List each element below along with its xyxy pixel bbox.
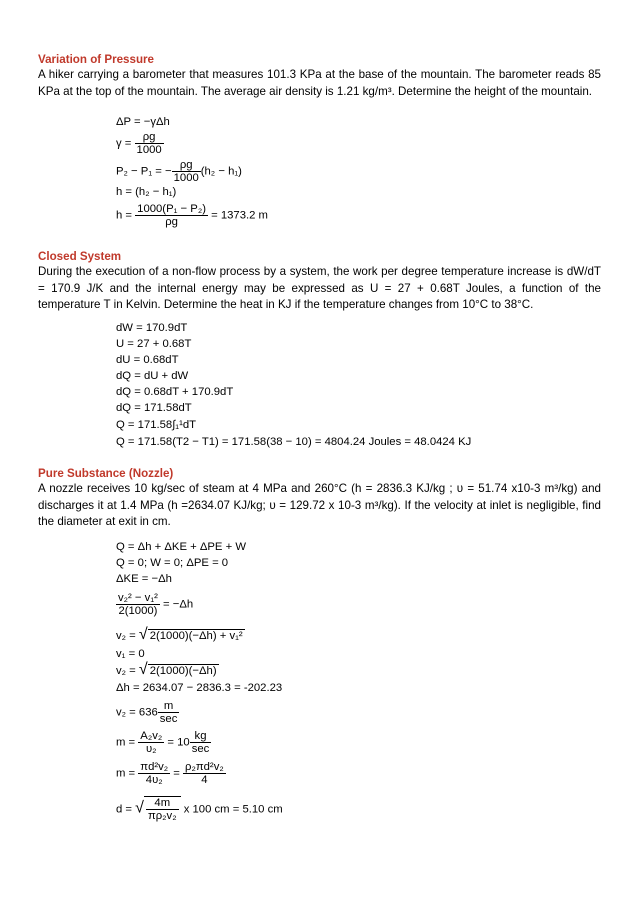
eq-nozzle-line-1: Q = Δh + ΔKE + ΔPE + W [116, 541, 247, 553]
section-text-nozzle: A nozzle receives 10 kg/sec of steam at 4 MPa and 260°C (h = 2836.3 KJ/kg ; υ = 51.74 x10-3 m³/kg) and discharges it at 1.4 MPa (h =2634.07 KJ/kg; υ = 129.72 x 10-3 m³/kg). If the velocity at inlet is negligible, find the diameter at exit in cm. [38, 482, 601, 528]
eq-nozzle-line-8: Δh = 2634.07 − 2836.3 = -202.23 [116, 682, 283, 694]
section-text-closed-system: During the execution of a non-flow process by a system, the work per degree temperature increase is dW/dT = 170.9 J/K and the internal energy may be expressed as U = 27 + 0.68T Joules, a function of the temperature T in Kelvin. Determine the heat in KJ if the temperature changes from 10°C to 38°C. [38, 265, 601, 311]
eq-nozzle-line-6: v₁ = 0 [116, 648, 145, 660]
eq-nozzle-line-3: ΔKE = −Δh [116, 573, 172, 585]
eq-nozzle-line-5: v₂ = √ 2(1000)(−Δh) + v₁² [116, 626, 243, 643]
eq-nozzle-line-11: m = $\frac{\text{πd²v₂}}{\text{4υ₂}}$ = $\frac{\text{ρ₂πd²v₂}}{4}$ [116, 761, 224, 786]
eq-closed-line-2: U = 27 + 0.68T [116, 338, 192, 350]
eq-nozzle-line-10: m = $\frac{\text{A₂v₂}}{\text{υ₂}}$ = 10 $\frac{kg}{\sec}$ [116, 730, 210, 755]
eq-pressure-line-4: h = (h₂ − h₁) [116, 186, 177, 198]
eq-closed-line-6: dQ = 171.58dT [116, 402, 192, 414]
eq-closed-line-4: dQ = dU + dW [116, 370, 189, 382]
eq-closed-line-3: dU = 0.68dT [116, 354, 179, 366]
eq-pressure-line-5: h = $\frac{\text{1000(P₁ − P₂)}}{\rho g}$ = 1373.2 m [116, 203, 268, 228]
eq-closed-line-7: Q = 171.58∫₁¹dT [116, 419, 197, 431]
eq-nozzle-line-4: $\frac{\text{v₂² − v₁²}}{2(1000)}$ = −Δh [118, 592, 194, 617]
eq-nozzle-line-2: Q = 0; W = 0; ΔPE = 0 [116, 557, 229, 569]
eq-closed-line-5: dQ = 0.68dT + 170.9dT [116, 386, 234, 398]
eq-nozzle-line-12: d = √ $\frac{4m}{\text{πρ₂v₂}}$ x 100 cm = 5.10 cm [116, 797, 283, 822]
eq-nozzle-line-9: v₂ = 636 $\frac{m}{\sec}$ [116, 700, 178, 725]
eq-pressure-line-1: ΔP = −γΔh [116, 116, 170, 128]
eq-pressure-line-2: γ = $\frac{\rho g}{1000}$ [116, 131, 162, 156]
section-heading-closed-system: Closed System [38, 250, 122, 263]
section-heading-nozzle: Pure Substance (Nozzle) [38, 467, 174, 480]
eq-pressure-line-3: P₂ − P₁ = − $\frac{\rho g}{1000}$ (h₂ − h₁) [116, 159, 242, 184]
eq-closed-line-1: dW = 170.9dT [116, 322, 188, 334]
section-heading-pressure: Variation of Pressure [38, 53, 154, 66]
eq-nozzle-line-7: v₂ = √ 2(1000)(−Δh) [116, 661, 217, 678]
eq-closed-line-8: Q = 171.58(T2 − T1) = 171.58(38 − 10) = 4804.24 Joules = 48.0424 KJ [116, 436, 472, 448]
section-text-pressure: A hiker carrying a barometer that measures 101.3 KPa at the base of the mountain. The barometer reads 85 KPa at the top of the mountain. The average air density is 1.21 kg/m³. Determine the height of the mountain. [38, 68, 601, 98]
